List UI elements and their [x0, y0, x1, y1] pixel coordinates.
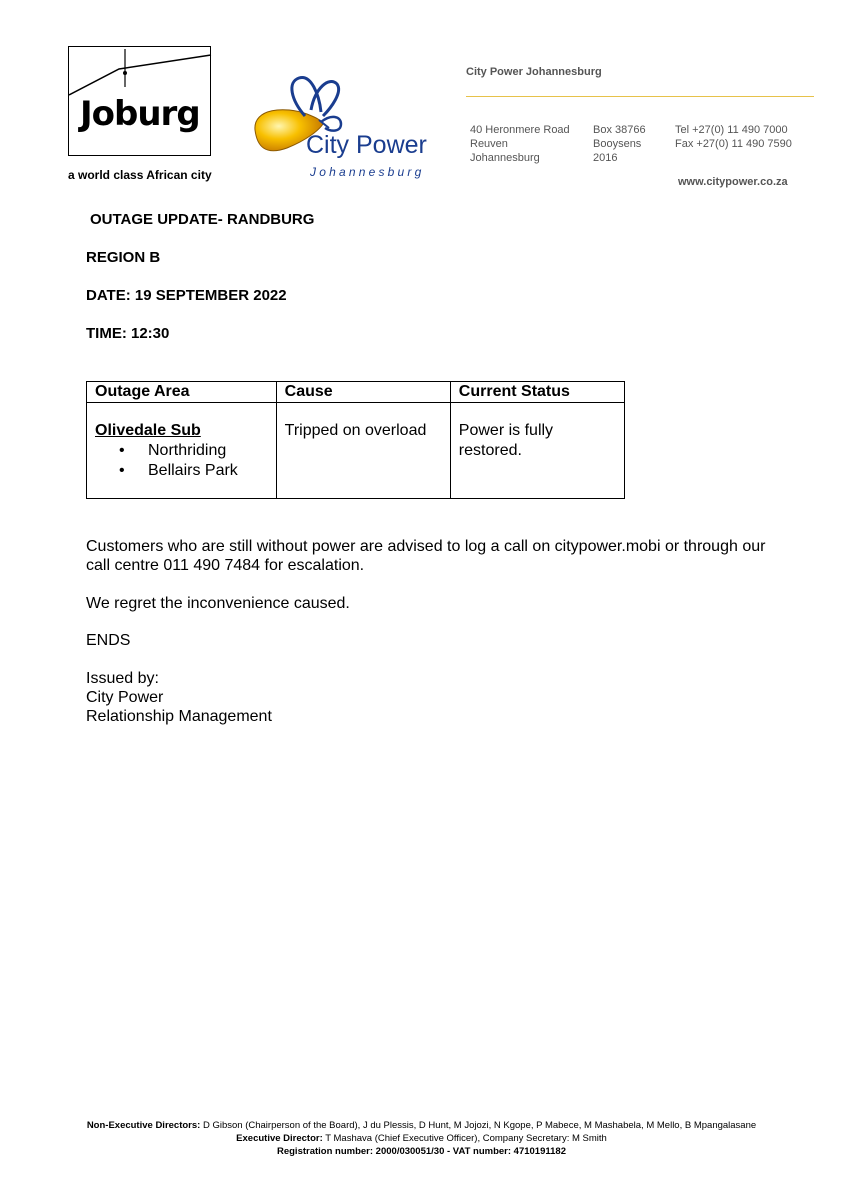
joburg-logo-text: Joburg [80, 94, 200, 134]
affected-areas-list [95, 441, 268, 481]
issued-by-label: Issued by: [86, 670, 159, 687]
table-row [87, 403, 625, 499]
contact-numbers [675, 123, 792, 151]
substation-name: Olivedale Sub [95, 422, 201, 439]
regret-paragraph: We regret the inconvenience caused. [86, 595, 350, 612]
advice-line: Customers who are still without power are advised to log a call on citypower.mobi or through our [86, 538, 766, 555]
status-cell: Power is fully restored. [450, 403, 624, 499]
postal-line: Box 38766 [593, 124, 646, 136]
street-address [470, 123, 570, 165]
street-line: 40 Heronmere Road [470, 124, 570, 136]
tel-number: Tel +27(0) 11 490 7000 [675, 124, 788, 136]
ends-marker: ENDS [86, 632, 131, 649]
street-line: Reuven [470, 138, 508, 150]
column-header: Cause [276, 382, 450, 403]
fax-number: Fax +27(0) 11 490 7590 [675, 138, 792, 150]
header-rule [466, 96, 814, 97]
notice-region: REGION B [86, 249, 161, 266]
cause-cell: Tripped on overload [276, 403, 450, 499]
notice-date: DATE: 19 SEPTEMBER 2022 [86, 287, 287, 304]
city-power-logo-sub: Johannesburg [310, 165, 425, 179]
footer-value: D Gibson (Chairperson of the Board), J du Plessis, D Hunt, M Jojozi, N Kgope, P Mabece, M Mashabela, M Mello, B Mpangalasane [200, 1120, 757, 1131]
postal-line: Booysens [593, 138, 642, 150]
footer-label: Non-Executive Directors: [86, 1120, 201, 1131]
postal-line: 2016 [593, 152, 618, 164]
footer-nonexec-directors [0, 1120, 843, 1131]
notice-title: OUTAGE UPDATE- RANDBURG [90, 211, 315, 228]
issuer-name: City Power [86, 689, 164, 706]
table-header-row [87, 382, 625, 403]
organization-title: City Power Johannesburg [466, 66, 602, 78]
issued-by-block [86, 669, 806, 726]
advice-line: call centre 011 490 7484 for escalation. [86, 557, 365, 574]
footer-value: T Mashava (Chief Executive Officer), Company Secretary: M Smith [322, 1133, 607, 1144]
street-line: Johannesburg [470, 152, 540, 164]
footer-exec-director [0, 1133, 843, 1144]
joburg-tagline: a world class African city [68, 168, 212, 182]
list-item: • Northriding [95, 441, 268, 461]
footer-value: Registration number: 2000/030051/30 - VAT number: 4710191182 [276, 1146, 566, 1157]
advice-paragraph [86, 537, 806, 575]
postal-address [593, 123, 646, 165]
outage-table [86, 381, 625, 499]
column-header: Current Status [450, 382, 624, 403]
footer-label: Executive Director: [236, 1133, 323, 1144]
notice-time: TIME: 12:30 [86, 325, 170, 342]
list-item: • Bellairs Park [95, 461, 268, 481]
column-header: Outage Area [87, 382, 277, 403]
city-power-logo-name: City Power [306, 131, 427, 159]
outage-area-cell [87, 403, 277, 499]
footer-registration [0, 1146, 843, 1157]
issuer-department: Relationship Management [86, 708, 272, 725]
website-link[interactable]: www.citypower.co.za [678, 176, 788, 188]
